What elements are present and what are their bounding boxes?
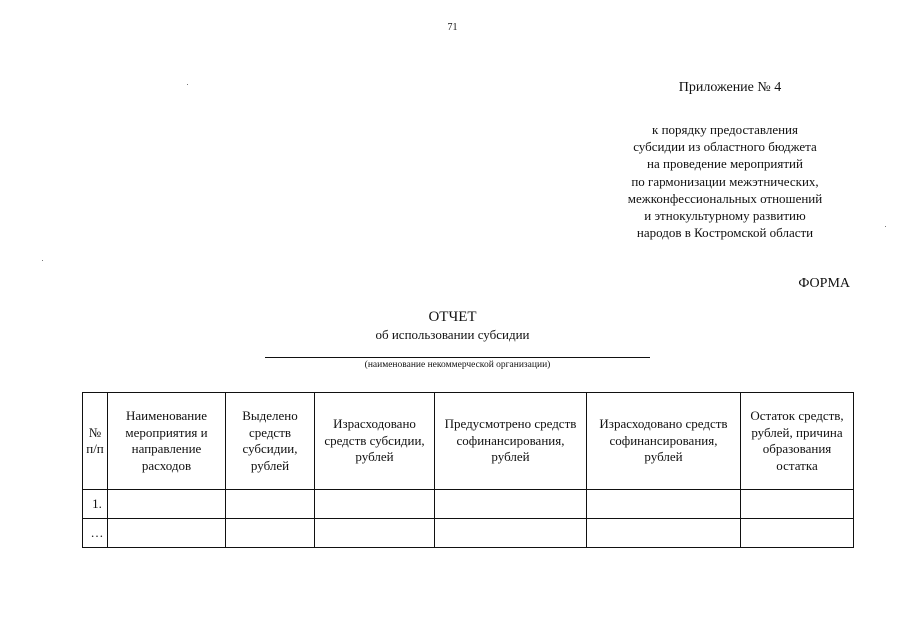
table-cell [226, 519, 315, 548]
table-row [83, 490, 854, 519]
appendix-line: субсидии из областного бюджета [633, 139, 817, 155]
appendix-line: народов в Костромской области [636, 225, 814, 241]
scan-speck [187, 84, 188, 85]
column-header-allocated: Выделено средств субсидии, рублей [226, 393, 315, 490]
table-cell [587, 490, 741, 519]
column-header-number: № п/п [83, 393, 108, 490]
table-cell [741, 519, 854, 548]
scan-speck [885, 226, 886, 227]
column-header-spent-subsidy: Израсходовано средств субсидии, рублей [315, 393, 435, 490]
column-header-remainder: Остаток средств, рублей, причина образования остатка [741, 393, 854, 490]
table-cell: … [83, 519, 108, 548]
column-header-cofinancing-spent: Израсходовано средств софинансирования, рублей [587, 393, 741, 490]
page-number: 71 [447, 22, 458, 33]
appendix-title: Приложение № 4 [678, 80, 782, 95]
table-cell [315, 490, 435, 519]
appendix-line: межконфессиональных отношений [627, 190, 823, 206]
report-title: ОТЧЕТ [428, 309, 477, 325]
form-label: ФОРМА [798, 276, 850, 291]
table-cell [226, 490, 315, 519]
appendix-line: к порядку предоставления [652, 122, 798, 137]
organization-name-caption: (наименование некоммерческой организации) [364, 360, 551, 370]
report-table [82, 392, 854, 548]
column-header-event-name: Наименование мероприятия и направление расходов [108, 393, 226, 490]
scan-speck [42, 260, 43, 261]
table-cell: 1. [83, 490, 108, 519]
table-cell [741, 490, 854, 519]
table-cell [108, 519, 226, 548]
table-header-row [83, 393, 854, 490]
organization-name-line [265, 357, 650, 358]
appendix-description [580, 121, 870, 241]
appendix-line: на проведение мероприятий [647, 156, 803, 172]
report-subtitle: об использовании субсидии [375, 327, 530, 342]
table-cell [435, 490, 587, 519]
table-cell [108, 490, 226, 519]
table-row [83, 519, 854, 548]
table-cell [315, 519, 435, 548]
column-header-cofinancing-planned: Предусмотрено средств софинансирования, рублей [435, 393, 587, 490]
appendix-line: и этнокультурному развитию [644, 208, 806, 224]
table-cell [587, 519, 741, 548]
appendix-line: по гармонизации межэтнических, [631, 173, 819, 189]
table-cell [435, 519, 587, 548]
